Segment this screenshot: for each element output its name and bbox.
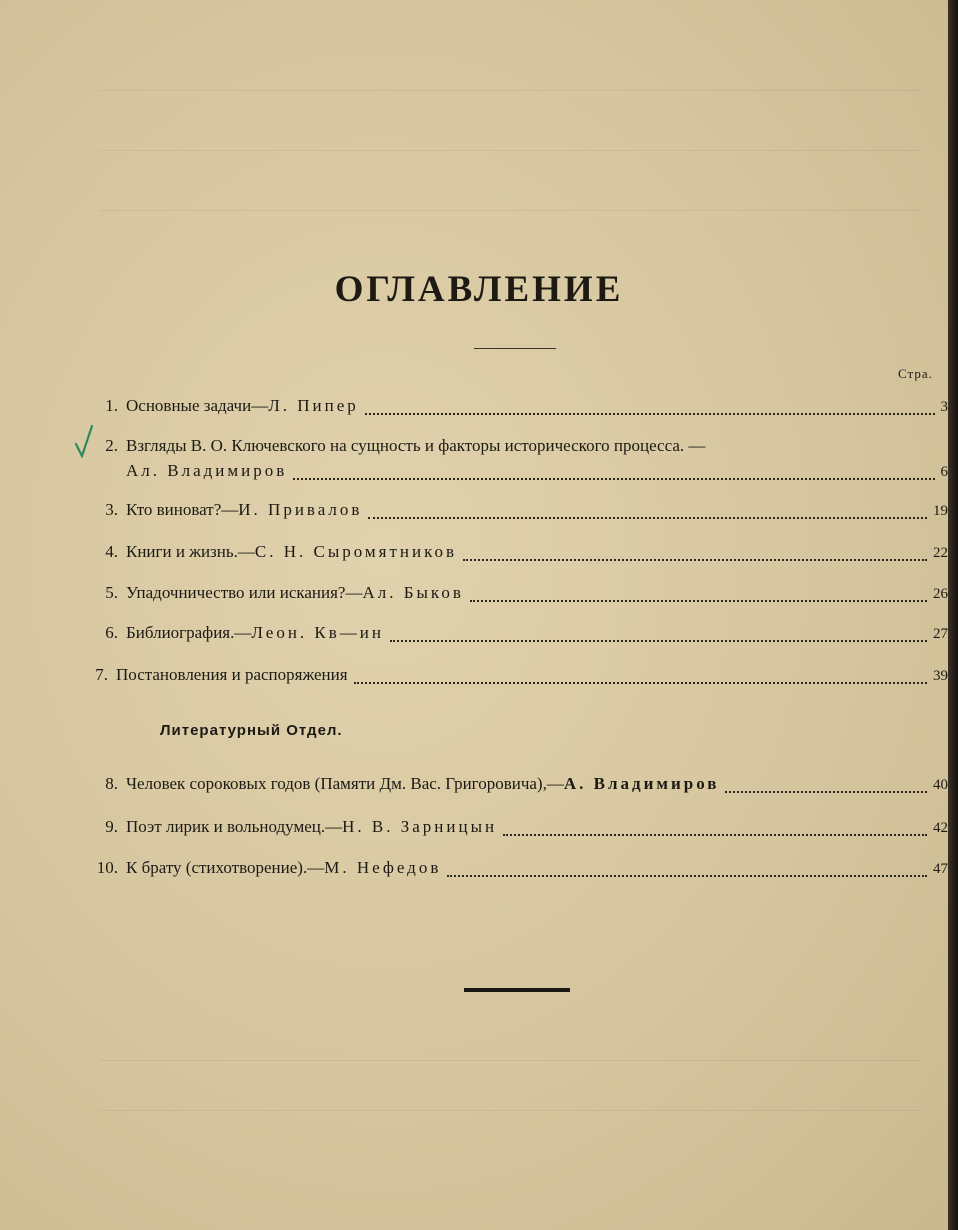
toc-entry [80, 853, 948, 883]
toc-entry-continuation [126, 456, 948, 486]
entry-number: 10. [96, 858, 118, 877]
entry-number: 8. [105, 774, 118, 793]
leader-dots [365, 409, 935, 415]
entry-title: Основные задачи—Л. Пипер [126, 396, 359, 415]
entry-number: 3. [105, 500, 118, 519]
entry-title: Книги и жизнь.—С. Н. Сыромятников [126, 542, 458, 561]
page-column-header: Стра. [898, 366, 933, 381]
entry-page: 19 [933, 503, 948, 519]
entry-author: Ал. Владимиров [126, 461, 288, 480]
leader-dots [447, 871, 927, 877]
entry-number: 5. [105, 583, 118, 602]
leader-dots [293, 474, 934, 480]
leader-dots [368, 513, 927, 519]
bleed-through-line [100, 90, 920, 91]
toc-entry [80, 578, 948, 608]
toc-entry [80, 769, 948, 799]
title-divider [474, 348, 556, 349]
entry-page: 3 [940, 399, 948, 415]
entry-number: 7. [95, 665, 108, 684]
entry-page: 39 [933, 668, 948, 684]
bleed-through-line [100, 210, 920, 211]
leader-dots [503, 830, 927, 836]
toc-entry [80, 618, 948, 648]
entry-title: К брату (стихотворение).—М. Нефедов [126, 858, 442, 877]
bleed-through-line [100, 150, 920, 151]
entry-title: Библиография.—Леон. Кв—ин [126, 623, 384, 642]
entry-number: 6. [105, 623, 118, 642]
section-heading: Литературный Отдел. [160, 722, 343, 739]
leader-dots [470, 596, 927, 602]
leader-dots [463, 555, 927, 561]
entry-number: 2. [105, 436, 118, 455]
toc-entry [80, 391, 948, 421]
entry-page: 26 [933, 586, 948, 602]
toc-entry [80, 660, 948, 690]
entry-page: 42 [933, 820, 948, 836]
entry-title: Упадочничество или искания?—Ал. Быков [126, 583, 464, 602]
leader-dots [354, 678, 927, 684]
closing-rule [464, 988, 570, 992]
toc-entry [80, 495, 948, 525]
toc-entry [80, 537, 948, 567]
entry-title: Человек сороковых годов (Памяти Дм. Вас. Григоровича),—А. Владимиров [126, 774, 720, 793]
entry-number: 1. [105, 396, 118, 415]
leader-dots [725, 787, 927, 793]
entry-page: 47 [933, 861, 948, 877]
entry-title: Поэт лирик и вольнодумец.—Н. В. Зарницын [126, 817, 498, 836]
entry-number: 9. [105, 817, 118, 836]
entry-page: 27 [933, 626, 948, 642]
entry-title: Кто виноват?—И. Привалов [126, 500, 363, 519]
leader-dots [390, 636, 927, 642]
entry-number: 4. [105, 542, 118, 561]
entry-title: Взгляды В. О. Ключевского на сущность и факторы исторического процесса. — [126, 436, 706, 455]
page-edge-shadow [948, 0, 958, 1230]
bleed-through-line [100, 1060, 920, 1061]
entry-page: 22 [933, 545, 948, 561]
page-title: ОГЛАВЛЕНИЕ [334, 269, 624, 310]
bleed-through-line [100, 1110, 920, 1111]
entry-title: Постановления и распоряжения [116, 665, 348, 684]
toc-entry [80, 812, 948, 842]
entry-page: 6 [940, 464, 948, 480]
entry-page: 40 [933, 777, 948, 793]
